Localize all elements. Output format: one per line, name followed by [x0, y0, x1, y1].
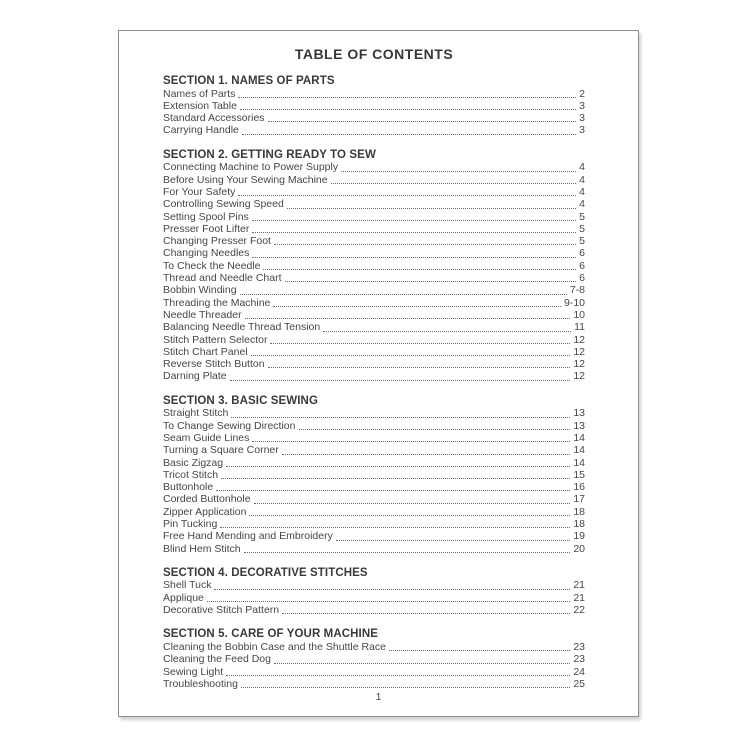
toc-entry — [163, 260, 585, 272]
dot-leader — [252, 232, 576, 233]
dot-leader — [252, 220, 576, 221]
section-heading: SECTION 2. GETTING READY TO SEW — [163, 148, 376, 161]
toc-entry-page: 15 — [573, 468, 585, 481]
toc-entry — [163, 530, 585, 542]
toc-entry-page: 23 — [573, 653, 585, 666]
toc-entry-page: 13 — [573, 419, 585, 432]
toc-entry-page: 19 — [573, 530, 585, 543]
dot-leader — [270, 343, 570, 344]
toc-entry-page: 9-10 — [563, 296, 585, 309]
dot-leader — [214, 589, 570, 590]
toc-entry — [163, 198, 585, 210]
toc-entry-page: 3 — [579, 99, 585, 112]
toc-entry-page: 12 — [573, 370, 585, 383]
dot-leader — [238, 97, 576, 98]
toc-entry-label: Shell Tuck — [163, 579, 212, 592]
dot-leader — [389, 650, 570, 651]
dot-leader — [238, 195, 576, 196]
toc-entry-page: 14 — [573, 456, 585, 469]
toc-entry-label: Stitch Pattern Selector — [163, 333, 268, 346]
manual-page — [118, 30, 639, 717]
toc-entry-page: 12 — [573, 333, 585, 346]
toc-entry — [163, 579, 585, 591]
dot-leader — [336, 540, 570, 541]
toc-entry-page: 13 — [573, 407, 585, 420]
toc-entry-label: Connecting Machine to Power Supply — [163, 161, 339, 174]
toc-entry-label: Presser Foot Lifter — [163, 222, 250, 235]
toc-entry-label: For Your Safety — [163, 185, 236, 198]
dot-leader — [254, 503, 571, 504]
dot-leader — [240, 109, 576, 110]
toc-entry — [163, 100, 585, 112]
dot-leader — [231, 417, 570, 418]
dot-leader — [245, 318, 571, 319]
section-heading: SECTION 5. CARE OF YOUR MACHINE — [163, 628, 379, 641]
toc-entry-label: Troubleshooting — [163, 677, 238, 690]
toc-entry-label: Before Using Your Sewing Machine — [163, 173, 328, 186]
toc-entry — [163, 457, 585, 469]
toc-entry — [163, 321, 585, 333]
dot-leader — [251, 355, 571, 356]
toc-entry-page: 6 — [579, 272, 585, 285]
toc-entry-label: To Change Sewing Direction — [163, 419, 296, 432]
dot-leader — [323, 331, 571, 332]
toc-entry — [163, 469, 585, 481]
dot-leader — [299, 429, 571, 430]
toc-entry-page: 6 — [579, 259, 585, 272]
toc-entry-label: Names of Parts — [163, 87, 236, 100]
dot-leader — [241, 687, 570, 688]
toc-entry-page: 11 — [574, 321, 585, 334]
toc-entry — [163, 334, 585, 346]
toc-section — [163, 395, 585, 555]
toc-entry-page: 3 — [579, 124, 585, 137]
toc-entry — [163, 247, 585, 259]
toc-entry — [163, 678, 585, 690]
toc-entry-page: 25 — [573, 677, 585, 690]
toc-entry-label: Buttonhole — [163, 481, 214, 494]
toc-entry — [163, 211, 585, 223]
toc-entry-page: 4 — [579, 198, 585, 211]
dot-leader — [282, 613, 570, 614]
page-content — [119, 31, 638, 690]
toc-entry-page: 3 — [579, 112, 585, 125]
toc-entry — [163, 124, 585, 136]
dot-leader — [220, 527, 570, 528]
toc-entry — [163, 506, 585, 518]
dot-leader — [268, 121, 577, 122]
toc-entry-page: 18 — [573, 505, 585, 518]
toc-entry-label: Setting Spool Pins — [163, 210, 249, 223]
dot-leader — [207, 601, 570, 602]
toc-entry-label: Bobbin Winding — [163, 284, 237, 297]
toc-entry-page: 14 — [573, 431, 585, 444]
toc-entry-page: 5 — [579, 222, 585, 235]
toc-entry-page: 18 — [573, 517, 585, 530]
toc-entry — [163, 186, 585, 198]
toc-entry-label: Extension Table — [163, 99, 237, 112]
toc-entry-label: Corded Buttonhole — [163, 493, 251, 506]
dot-leader — [244, 552, 571, 553]
toc-entry — [163, 346, 585, 358]
toc-entry-label: Standard Accessories — [163, 112, 265, 125]
dot-leader — [287, 208, 576, 209]
toc-entry-page: 5 — [579, 235, 585, 248]
toc-entry — [163, 358, 585, 370]
toc-entry-label: Blind Hem Stitch — [163, 542, 241, 555]
toc-entry-label: Applique — [163, 591, 204, 604]
toc-entry-label: Decorative Stitch Pattern — [163, 604, 280, 617]
toc-entry — [163, 112, 585, 124]
toc-entry-page: 4 — [579, 185, 585, 198]
toc-section — [163, 628, 585, 690]
toc-entry-label: Pin Tucking — [163, 517, 218, 530]
dot-leader — [242, 134, 576, 135]
toc-entry-page: 5 — [579, 210, 585, 223]
dot-leader — [282, 454, 571, 455]
toc-entry-label: Reverse Stitch Button — [163, 358, 265, 371]
toc-entry — [163, 407, 585, 419]
section-heading: SECTION 4. DECORATIVE STITCHES — [163, 566, 368, 579]
dot-leader — [263, 269, 576, 270]
toc-entry — [163, 174, 585, 186]
dot-leader — [226, 466, 570, 467]
toc-entry-page: 4 — [579, 173, 585, 186]
toc-entry-label: Basic Zigzag — [163, 456, 224, 469]
toc-section — [163, 75, 585, 137]
toc-section — [163, 149, 585, 383]
dot-leader — [268, 367, 571, 368]
toc-entry-label: Carrying Handle — [163, 124, 239, 137]
toc-entry — [163, 432, 585, 444]
toc-entry-label: Needle Threader — [163, 308, 242, 321]
toc-entry-label: Straight Stitch — [163, 407, 229, 420]
toc-entry-label: Balancing Needle Thread Tension — [163, 321, 321, 334]
toc-entry — [163, 493, 585, 505]
toc-entry — [163, 88, 585, 100]
dot-leader — [249, 515, 570, 516]
toc-entry — [163, 370, 585, 382]
dot-leader — [274, 244, 576, 245]
toc-entry — [163, 223, 585, 235]
toc-entry — [163, 641, 585, 653]
section-heading: SECTION 3. BASIC SEWING — [163, 394, 319, 407]
toc-entry-label: Threading the Machine — [163, 296, 271, 309]
toc-entry-label: Changing Needles — [163, 247, 250, 260]
dot-leader — [285, 281, 577, 282]
toc-entry — [163, 297, 585, 309]
toc-entry-page: 23 — [573, 640, 585, 653]
toc-entry-page: 14 — [573, 444, 585, 457]
toc-entry — [163, 604, 585, 616]
dot-leader — [341, 171, 576, 172]
toc-entry-page: 21 — [573, 579, 585, 592]
toc-entry-page: 4 — [579, 161, 585, 174]
toc-entry-label: Zipper Application — [163, 505, 247, 518]
toc-entry-page: 7-8 — [569, 284, 585, 297]
toc-entry-page: 17 — [573, 493, 585, 506]
toc-entry-label: Tricot Stitch — [163, 468, 219, 481]
toc-entry-page: 12 — [573, 358, 585, 371]
toc-entry — [163, 666, 585, 678]
dot-leader — [273, 306, 561, 307]
toc-entry-page: 16 — [573, 481, 585, 494]
toc-entry — [163, 161, 585, 173]
toc-entry-label: Turning a Square Corner — [163, 444, 279, 457]
toc-entry-label: Sewing Light — [163, 665, 224, 678]
toc-entry-label: Darning Plate — [163, 370, 227, 383]
toc-entry — [163, 420, 585, 432]
toc-entry — [163, 481, 585, 493]
section-heading: SECTION 1. NAMES OF PARTS — [163, 75, 335, 87]
dot-leader — [252, 441, 570, 442]
toc-entry-page: 20 — [573, 542, 585, 555]
toc-sections — [163, 75, 585, 690]
toc-entry — [163, 592, 585, 604]
toc-entry-page: 6 — [579, 247, 585, 260]
toc-entry-page: 12 — [573, 345, 585, 358]
toc-entry-label: Cleaning the Feed Dog — [163, 653, 271, 666]
toc-entry-label: Cleaning the Bobbin Case and the Shuttle Race — [163, 640, 386, 653]
toc-entry-label: Seam Guide Lines — [163, 431, 250, 444]
toc-entry-label: Free Hand Mending and Embroidery — [163, 530, 333, 543]
dot-leader — [240, 294, 567, 295]
toc-entry-label: Thread and Needle Chart — [163, 272, 282, 285]
toc-entry-label: Controlling Sewing Speed — [163, 198, 284, 211]
dot-leader — [331, 183, 577, 184]
toc-entry-label: To Check the Needle — [163, 259, 261, 272]
toc-entry-label: Stitch Chart Panel — [163, 345, 248, 358]
toc-entry-label: Changing Presser Foot — [163, 235, 271, 248]
toc-entry — [163, 518, 585, 530]
toc-entry — [163, 235, 585, 247]
toc-entry — [163, 309, 585, 321]
toc-section — [163, 567, 585, 616]
dot-leader — [221, 478, 570, 479]
toc-entry — [163, 284, 585, 296]
toc-entry — [163, 444, 585, 456]
toc-entry-page: 10 — [573, 308, 585, 321]
toc-entry — [163, 543, 585, 555]
page-number: 1 — [375, 691, 382, 703]
dot-leader — [252, 257, 576, 258]
toc-entry-page: 22 — [573, 604, 585, 617]
toc-entry — [163, 272, 585, 284]
toc-entry-page: 2 — [579, 87, 585, 100]
toc-entry-page: 21 — [573, 591, 585, 604]
toc-entry — [163, 653, 585, 665]
dot-leader — [216, 490, 570, 491]
dot-leader — [274, 663, 570, 664]
dot-leader — [226, 675, 570, 676]
toc-title: TABLE OF CONTENTS — [294, 46, 454, 62]
dot-leader — [230, 380, 571, 381]
toc-entry-page: 24 — [573, 665, 585, 678]
